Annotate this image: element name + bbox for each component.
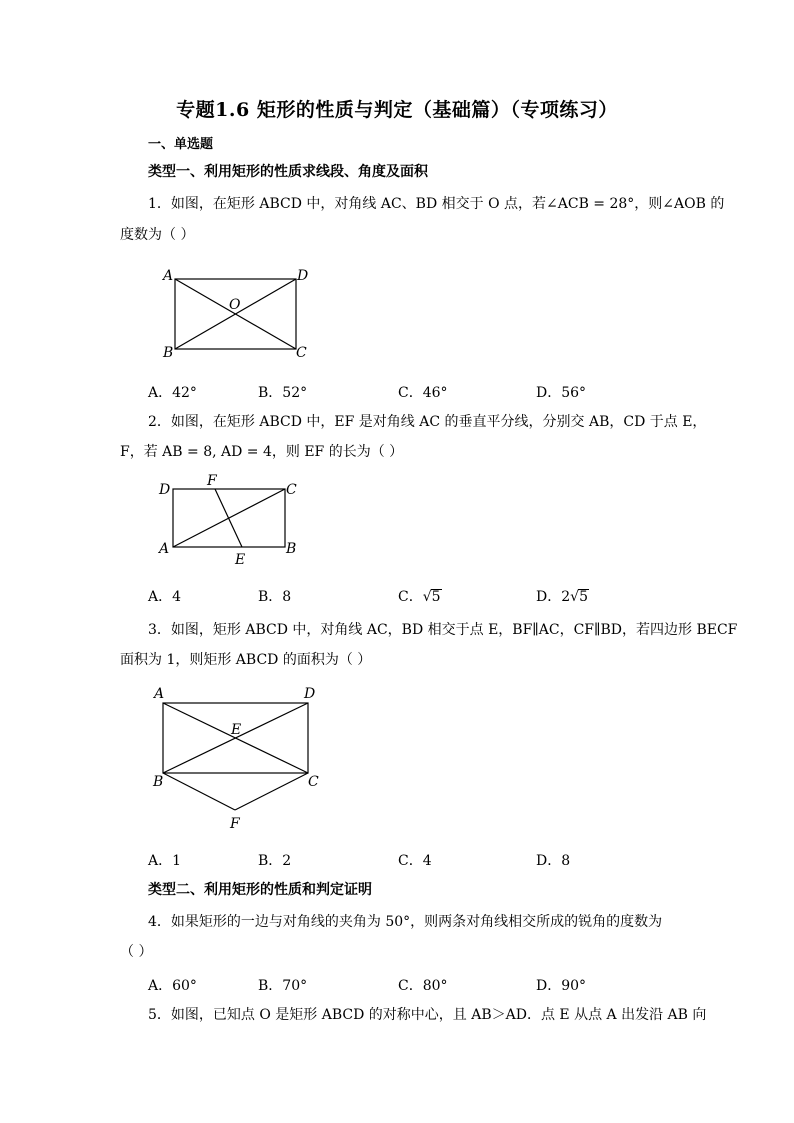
q4-line2: （ ） bbox=[120, 944, 153, 960]
sqrt-symbol: √ bbox=[570, 589, 580, 605]
q4-line1: 4．如果矩形的一边与对角线的夹角为 50°，则两条对角线相交所成的锐角的度数为 bbox=[148, 914, 663, 930]
q1-option-d[interactable]: D．56° bbox=[536, 385, 587, 401]
q4-option-c[interactable]: C．80° bbox=[398, 978, 448, 994]
section-heading: 一、单选题 bbox=[148, 137, 214, 152]
q2-segment-ef bbox=[215, 489, 242, 547]
q2-option-c-label: C． bbox=[398, 589, 423, 605]
q2-option-c[interactable] bbox=[398, 586, 442, 606]
q2-label-f: F bbox=[207, 473, 217, 489]
q3-label-d: D bbox=[304, 686, 316, 702]
q2-option-d-radicand: 5 bbox=[579, 589, 588, 605]
q4-option-d[interactable]: D．90° bbox=[536, 978, 587, 994]
q2-option-d-label: D．2 bbox=[536, 589, 571, 605]
q2-line1: 2．如图，在矩形 ABCD 中，EF 是对角线 AC 的垂直平分线，分别交 AB，CD 于点 E， bbox=[148, 414, 707, 430]
q2-option-d[interactable] bbox=[536, 586, 589, 606]
q3-line2: 面积为 1，则矩形 ABCD 的面积为（ ） bbox=[120, 652, 372, 668]
q3-option-a[interactable]: A．1 bbox=[148, 853, 182, 869]
q1-label-c: C bbox=[296, 345, 307, 361]
q2-label-d: D bbox=[159, 482, 171, 498]
q2-label-b: B bbox=[286, 541, 297, 557]
q1-option-c[interactable]: C．46° bbox=[398, 385, 448, 401]
q2-figure bbox=[155, 472, 315, 567]
q1-label-a: A bbox=[163, 268, 174, 284]
sqrt-symbol: √ bbox=[422, 589, 432, 605]
q4-option-a[interactable]: A．60° bbox=[148, 978, 197, 994]
q3-label-c: C bbox=[308, 774, 319, 790]
q3-line1: 3．如图，矩形 ABCD 中，对角线 AC，BD 相交于点 E，BF∥AC，CF∥BD，若四边形 BECF bbox=[148, 622, 738, 638]
q3-segment-bf bbox=[163, 773, 235, 810]
q1-label-o: O bbox=[229, 297, 241, 313]
q1-option-a[interactable]: A．42° bbox=[148, 385, 197, 401]
q3-label-f: F bbox=[230, 816, 240, 832]
q3-label-e: E bbox=[231, 722, 242, 738]
q4-option-b[interactable]: B．70° bbox=[258, 978, 308, 994]
q3-label-b: B bbox=[153, 774, 164, 790]
q3-option-d[interactable]: D．8 bbox=[536, 853, 571, 869]
q1-label-b: B bbox=[163, 345, 174, 361]
type2-heading: 类型二、利用矩形的性质和判定证明 bbox=[148, 882, 372, 898]
page-title: 专题1.6 矩形的性质与判定（基础篇）（专项练习） bbox=[176, 99, 618, 121]
q2-label-c: C bbox=[286, 482, 297, 498]
q1-line1: 1．如图，在矩形 ABCD 中，对角线 AC、BD 相交于 O 点，若∠ACB = 28°，则∠AOB 的 bbox=[148, 196, 725, 212]
q5-line1: 5．如图，已知点 O 是矩形 ABCD 的对称中心，且 AB＞AD．点 E 从点 A 出发沿 AB 向 bbox=[148, 1007, 707, 1023]
q1-figure bbox=[155, 262, 325, 362]
q2-option-c-radicand: 5 bbox=[431, 589, 441, 605]
type1-heading: 类型一、利用矩形的性质求线段、角度及面积 bbox=[148, 164, 428, 180]
q2-line2: F，若 AB = 8, AD = 4，则 EF 的长为（ ） bbox=[120, 444, 404, 460]
q1-option-b[interactable]: B．52° bbox=[258, 385, 308, 401]
q1-label-d: D bbox=[297, 268, 309, 284]
q2-label-a: A bbox=[159, 541, 170, 557]
q3-segment-cf bbox=[235, 773, 308, 810]
q3-option-b[interactable]: B．2 bbox=[258, 853, 292, 869]
q3-option-c[interactable]: C．4 bbox=[398, 853, 432, 869]
q1-line2: 度数为（ ） bbox=[120, 227, 195, 243]
q2-option-a[interactable]: A．4 bbox=[148, 589, 182, 605]
q2-label-e: E bbox=[235, 552, 246, 568]
q2-option-b[interactable]: B．8 bbox=[258, 589, 292, 605]
q3-figure bbox=[150, 685, 330, 835]
q3-label-a: A bbox=[154, 686, 165, 702]
